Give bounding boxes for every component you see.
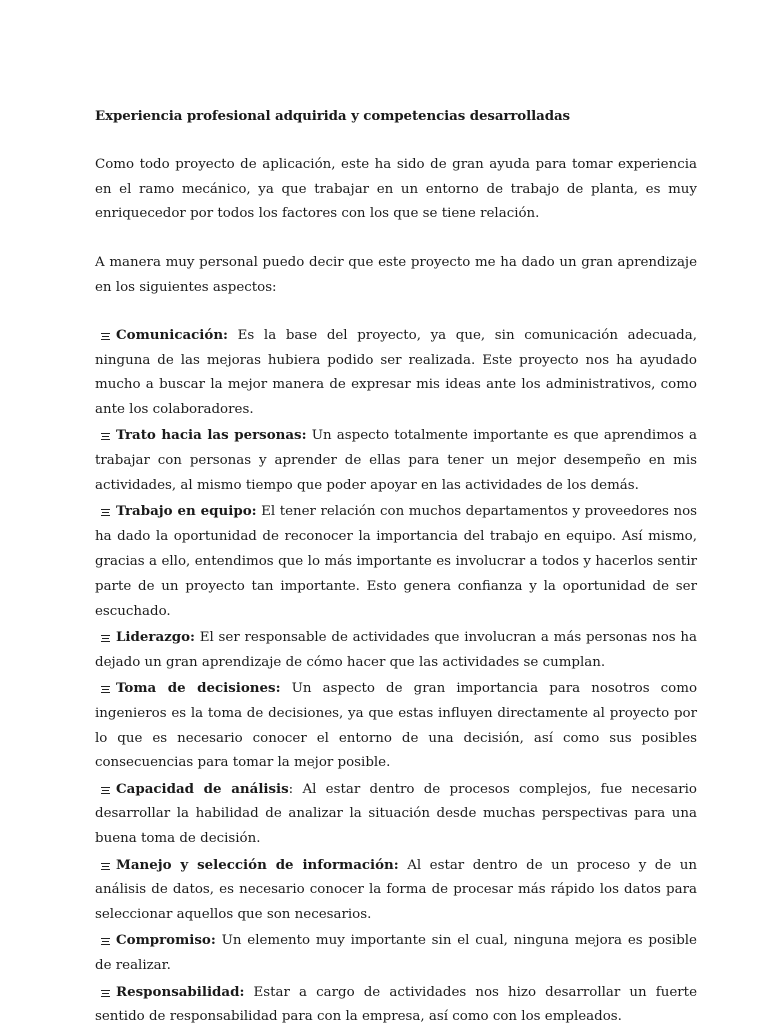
intro-paragraph: Como todo proyecto de aplicación, este ha sido de gran ayuda para tomar experiencia en el ramo mecánico, ya que trabajar en un entorno de trabajo de planta, es muy enriquecedor por todos los factores con los que se tiene relación. bbox=[95, 153, 697, 227]
list-bullet-icon bbox=[101, 509, 110, 516]
list-item bbox=[95, 423, 697, 498]
list-item bbox=[95, 928, 697, 979]
list-bullet-icon bbox=[101, 686, 110, 693]
list-item bbox=[95, 777, 697, 852]
list-item bbox=[95, 625, 697, 676]
list-bullet-icon bbox=[101, 333, 110, 340]
item-text: El tener relación con muchos departamentos y proveedores nos ha dado la oportunidad de reconocer la importancia del trabajo en equipo. Así mismo, gracias a ello, entendimos que lo más importante es involucrar a todos y hacerlos sentir parte de un proyecto tan importante. Esto genera confianza y la oportunidad de ser escuchado. bbox=[95, 504, 697, 618]
item-term: Trato hacia las personas: bbox=[116, 427, 307, 443]
item-term: Manejo y selección de información: bbox=[116, 857, 399, 873]
list-item bbox=[95, 853, 697, 928]
list-item bbox=[95, 980, 697, 1030]
list-item bbox=[95, 499, 697, 624]
list-bullet-icon bbox=[101, 938, 110, 945]
item-text: Al estar dentro de un proceso y de un análisis de datos, es necesario conocer la forma de procesar más rápido los datos para seleccionar aquellos que son necesarios. bbox=[95, 858, 697, 923]
list-bullet-icon bbox=[101, 433, 110, 440]
list-bullet-icon bbox=[101, 635, 110, 642]
item-term: Capacidad de análisis bbox=[116, 781, 289, 797]
item-text: Un elemento muy importante sin el cual, ninguna mejora es posible de realizar. bbox=[95, 933, 697, 973]
item-term: Trabajo en equipo: bbox=[116, 503, 257, 519]
competencies-list bbox=[95, 323, 697, 1030]
item-text: Un aspecto de gran importancia para nosotros como ingenieros es la toma de decisiones, ya que estas influyen directamente al proyecto por lo que es necesario conocer el entorno de una decisión, así como sus posibles consecuencias para tomar la mejor posible. bbox=[95, 681, 697, 770]
list-item bbox=[95, 676, 697, 776]
list-item bbox=[95, 323, 697, 423]
list-bullet-icon bbox=[101, 787, 110, 794]
item-text: Es la base del proyecto, ya que, sin comunicación adecuada, ninguna de las mejoras hubiera podido ser realizada. Este proyecto nos ha ayudado mucho a buscar la mejor manera de expresar mis ideas ante los administrativos, como ante los colaboradores. bbox=[95, 328, 697, 417]
section-title: Experiencia profesional adquirida y competencias desarrolladas bbox=[95, 104, 697, 129]
item-term: Toma de decisiones: bbox=[116, 680, 281, 696]
item-term: Comunicación: bbox=[116, 327, 228, 343]
list-bullet-icon bbox=[101, 863, 110, 870]
item-term: Compromiso: bbox=[116, 932, 216, 948]
item-term: Responsabilidad: bbox=[116, 984, 244, 1000]
item-text: Estar a cargo de actividades nos hizo desarrollar un fuerte sentido de responsabilidad para con la empresa, así como con los empleados. bbox=[95, 985, 697, 1025]
aspects-intro-paragraph: A manera muy personal puedo decir que este proyecto me ha dado un gran aprendizaje en los siguientes aspectos: bbox=[95, 251, 697, 301]
document-page bbox=[95, 104, 697, 1030]
item-text: Un aspecto totalmente importante es que aprendimos a trabajar con personas y aprender de ellas para tener un mejor desempeño en mis actividades, al mismo tiempo que poder apoyar en las actividades de los demás. bbox=[95, 428, 697, 493]
item-text: El ser responsable de actividades que involucran a más personas nos ha dejado un gran aprendizaje de cómo hacer que las actividades se cumplan. bbox=[95, 630, 697, 670]
item-term: Liderazgo: bbox=[116, 629, 195, 645]
list-bullet-icon bbox=[101, 990, 110, 997]
item-text: : Al estar dentro de procesos complejos, fue necesario desarrollar la habilidad de analizar la situación desde muchas perspectivas para una buena toma de decisión. bbox=[95, 782, 697, 847]
